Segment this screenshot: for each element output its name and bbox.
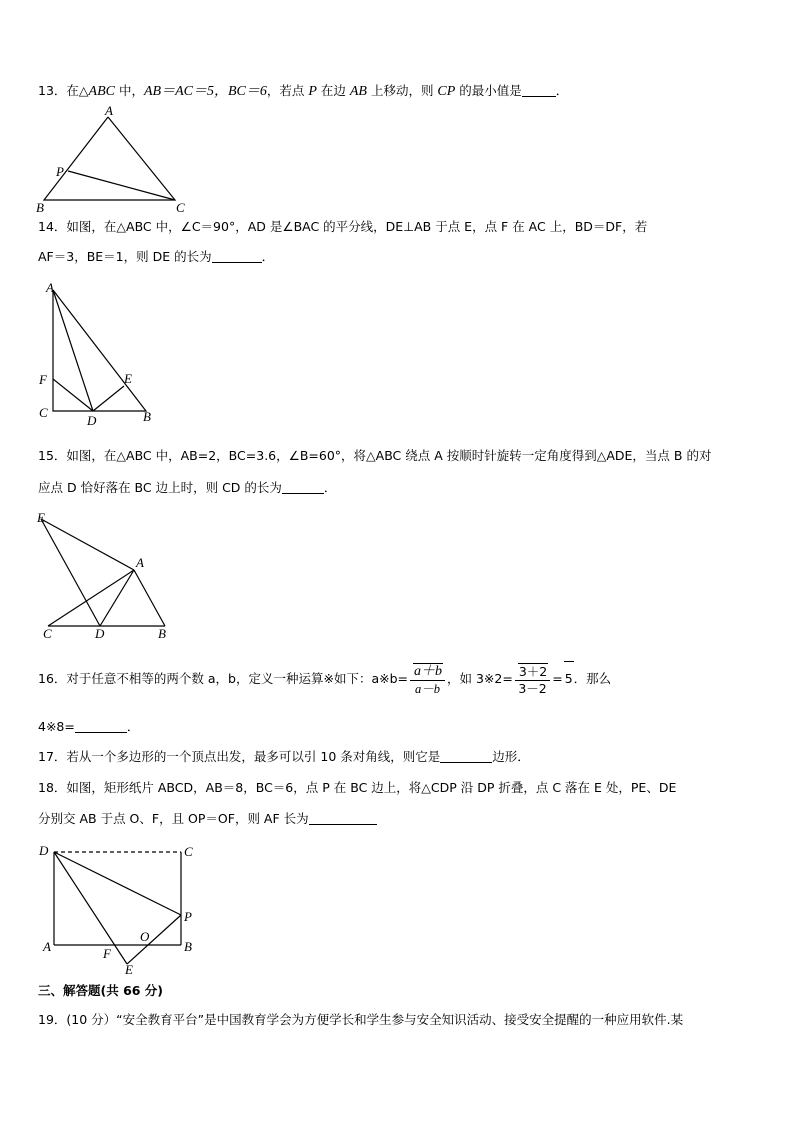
q14-label-a: A [46, 280, 54, 295]
q15-answer-blank[interactable] [282, 481, 324, 494]
q15-label-b: B [158, 626, 166, 641]
q13-segment-cp: CP [437, 84, 456, 99]
q18-label-f: F [103, 946, 111, 961]
q16-example-numerator: 3＋2 [518, 663, 548, 679]
q18-figure [36, 840, 206, 980]
q13-text: 13．在△ [38, 83, 89, 98]
q14-label-c: C [39, 405, 48, 420]
q13-line [38, 83, 568, 100]
q14-answer-blank[interactable] [212, 250, 262, 263]
q16-denominator: a－b [414, 681, 440, 696]
q16-example-denominator: 3－2 [518, 680, 547, 696]
q17-text: 17．若从一个多边形的一个顶点出发，最多可以引 10 条对角线，则它是 [38, 749, 441, 764]
q15-line1: 15．如图，在△ABC 中，AB=2，BC=3.6，∠B=60°，将△ABC 绕点 A 按顺时针旋转一定角度得到△ADE，当点 B 的对 [38, 448, 712, 463]
q18-label-c: C [184, 844, 193, 859]
q17-answer-blank[interactable] [440, 750, 492, 763]
q18-label-o: O [140, 929, 150, 944]
q16-text: 16．对于任意不相等的两个数 a，b，定义一种运算※如下：a※b= [38, 671, 408, 686]
q18-text: 分别交 AB 于点 O、F，且 OP＝OF，则 AF 长为 [38, 811, 309, 826]
q13-text: 的最小值是 [455, 83, 522, 98]
q13-text: ，若点 [266, 83, 309, 98]
q18-label-a: A [43, 939, 51, 954]
q14-figure [36, 280, 166, 430]
q14-label-e: E [124, 371, 132, 386]
q16-line1 [38, 661, 611, 697]
q16-sqrt-numerator: a＋b [414, 663, 442, 679]
q16-example-fraction [515, 663, 550, 697]
q16-text: ． [126, 719, 140, 734]
q13-text: ． [555, 83, 569, 98]
q15-text: ． [323, 480, 337, 495]
q13-text: 中， [114, 83, 144, 98]
q18-label-p: P [184, 909, 192, 924]
q16-definition-fraction [410, 663, 445, 697]
q14-label-f: F [39, 372, 47, 387]
q13-triangle-name: ABC [88, 84, 115, 99]
q18-label-b: B [184, 939, 192, 954]
q15-label-e: E [37, 510, 45, 525]
q13-side-ab: AB [349, 84, 367, 99]
q14-text: AF＝3，BE＝1，则 DE 的长为 [38, 249, 212, 264]
q16-line2 [38, 719, 139, 735]
q15-label-c: C [43, 626, 52, 641]
q13-answer-blank[interactable] [522, 84, 556, 97]
q14-line2 [38, 249, 274, 265]
q18-label-d: D [39, 843, 49, 858]
q15-figure [34, 506, 184, 646]
q16-text: = [552, 671, 563, 686]
q14-text: ． [261, 249, 275, 264]
q14-line1: 14．如图，在△ABC 中，∠C＝90°，AD 是∠BAC 的平分线，DE⊥AB 于点 E，点 F 在 AC 上，BD＝DF，若 [38, 219, 648, 234]
q15-label-a: A [136, 555, 144, 570]
q13-text: 上移动，则 [366, 83, 438, 98]
q18-line2 [38, 811, 377, 827]
q14-label-b: B [143, 409, 151, 424]
q13-label-a: A [105, 103, 113, 118]
q13-text: 在边 [316, 83, 350, 98]
q16-text: ，如 3※2= [447, 671, 513, 686]
q18-label-e: E [125, 962, 133, 977]
q15-text: 应点 D 恰好落在 BC 边上时，则 CD 的长为 [38, 480, 282, 495]
q17-text: 边形． [492, 749, 530, 764]
q15-line2 [38, 480, 336, 496]
q13-label-c: C [176, 200, 185, 215]
q13-figure [30, 104, 190, 214]
q13-point-p: P [308, 84, 317, 99]
q13-condition: AB＝AC＝5，BC＝6 [143, 84, 267, 99]
q16-text: 4※8= [38, 719, 75, 734]
q16-answer-blank[interactable] [75, 720, 127, 733]
q19-line: 19．(10 分）“安全教育平台”是中国教育学会为方便学长和学生参与安全知识活动、接受安全提醒的一种应用软件.某 [38, 1012, 684, 1027]
q17-line [38, 749, 530, 765]
q18-answer-blank[interactable] [309, 812, 377, 825]
q14-label-d: D [87, 413, 97, 428]
q13-label-b: B [36, 200, 44, 215]
section-heading: 三、解答题(共 66 分) [38, 983, 164, 998]
q18-line1: 18．如图，矩形纸片 ABCD，AB＝8，BC＝6，点 P 在 BC 边上，将△CDP 沿 DP 折叠，点 C 落在 E 处，PE、DE [38, 780, 677, 795]
q16-text: ．那么 [573, 671, 612, 686]
q13-label-p: P [56, 164, 64, 179]
q16-example-result: 5 [564, 661, 574, 696]
q15-label-d: D [95, 626, 105, 641]
